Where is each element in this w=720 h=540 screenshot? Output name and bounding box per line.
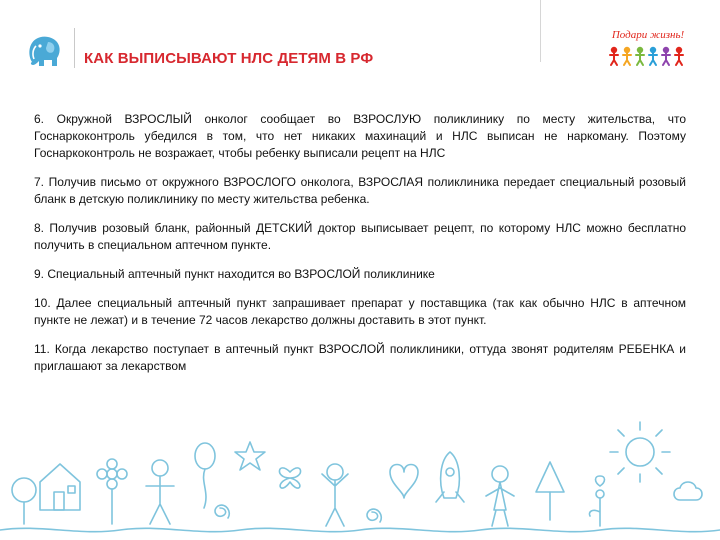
flower-doodle-icon-2 — [589, 476, 604, 526]
paragraph-10: 10. Далее специальный аптечный пункт запрашивает препарат у поставщика (так как обычно НЛС в аптечном пункте не лежат) и в течение 72 часов лекарство должны доставить в этот пункт. — [34, 296, 686, 327]
tree-doodle-icon-2 — [536, 462, 564, 520]
heart-doodle-icon — [390, 465, 418, 499]
ground-line — [0, 528, 720, 531]
spiral-doodle-icon-2 — [367, 509, 381, 522]
butterfly-doodle-icon — [279, 468, 300, 488]
header-divider — [74, 28, 75, 68]
child-arms-up-doodle-icon — [322, 464, 348, 526]
paragraph-6: 6. Окружной ВЗРОСЛЫЙ онколог сообщает во ВЗРОСЛУЮ поликлинику по месту жительства, что Госнаркоконтроль убедился в том, что нет никаких махинаций и НЛС выписан не наркоману. Поэтому Госнаркоконтроль не возражает, чтобы ребенку выписали рецепт на НЛС — [34, 112, 686, 160]
paragraph-7: 7. Получив письмо от окружного ВЗРОСЛОГО онколога, ВЗРОСЛАЯ поликлиника передает специальный розовый бланк в детскую поликлинику по месту жительства ребенка. — [34, 175, 686, 206]
sun-doodle-icon — [610, 422, 670, 482]
podari-zhizn-logo — [600, 24, 696, 68]
rocket-doodle-icon — [436, 452, 464, 502]
house-doodle-icon — [40, 464, 80, 510]
header-divider-right — [540, 0, 541, 62]
child-doodle-icon — [146, 460, 174, 524]
balloon-doodle-icon — [195, 443, 215, 508]
tree-doodle-icon — [12, 478, 36, 524]
paragraph-9: 9. Специальный аптечный пункт находится во ВЗРОСЛОЙ поликлинике — [34, 267, 435, 281]
page-title: КАК ВЫПИСЫВАЮТ НЛС ДЕТЯМ В РФ — [84, 50, 374, 67]
cloud-doodle-icon — [674, 482, 702, 500]
child-doodle-icon-2 — [486, 466, 514, 526]
children-doodles-decoration — [0, 412, 720, 540]
kids-figures-icon — [610, 48, 683, 65]
elephant-logo-icon — [24, 32, 66, 70]
content-body — [34, 111, 686, 387]
paragraph-11: 11. Когда лекарство поступает в аптечный пункт ВЗРОСЛОЙ поликлиники, оттуда звонят родителям РЕБЕНКА и приглашают за лекарством — [34, 342, 686, 373]
flower-doodle-icon — [97, 459, 127, 524]
star-doodle-icon — [235, 442, 265, 470]
logo-text: Подари жизнь! — [611, 29, 685, 41]
paragraph-8: 8. Получив розовый бланк, районный ДЕТСКИЙ доктор выписывает рецепт, по которому НЛС можно бесплатно получить в специальном аптечном пункте. — [34, 221, 686, 252]
spiral-doodle-icon — [215, 505, 229, 518]
